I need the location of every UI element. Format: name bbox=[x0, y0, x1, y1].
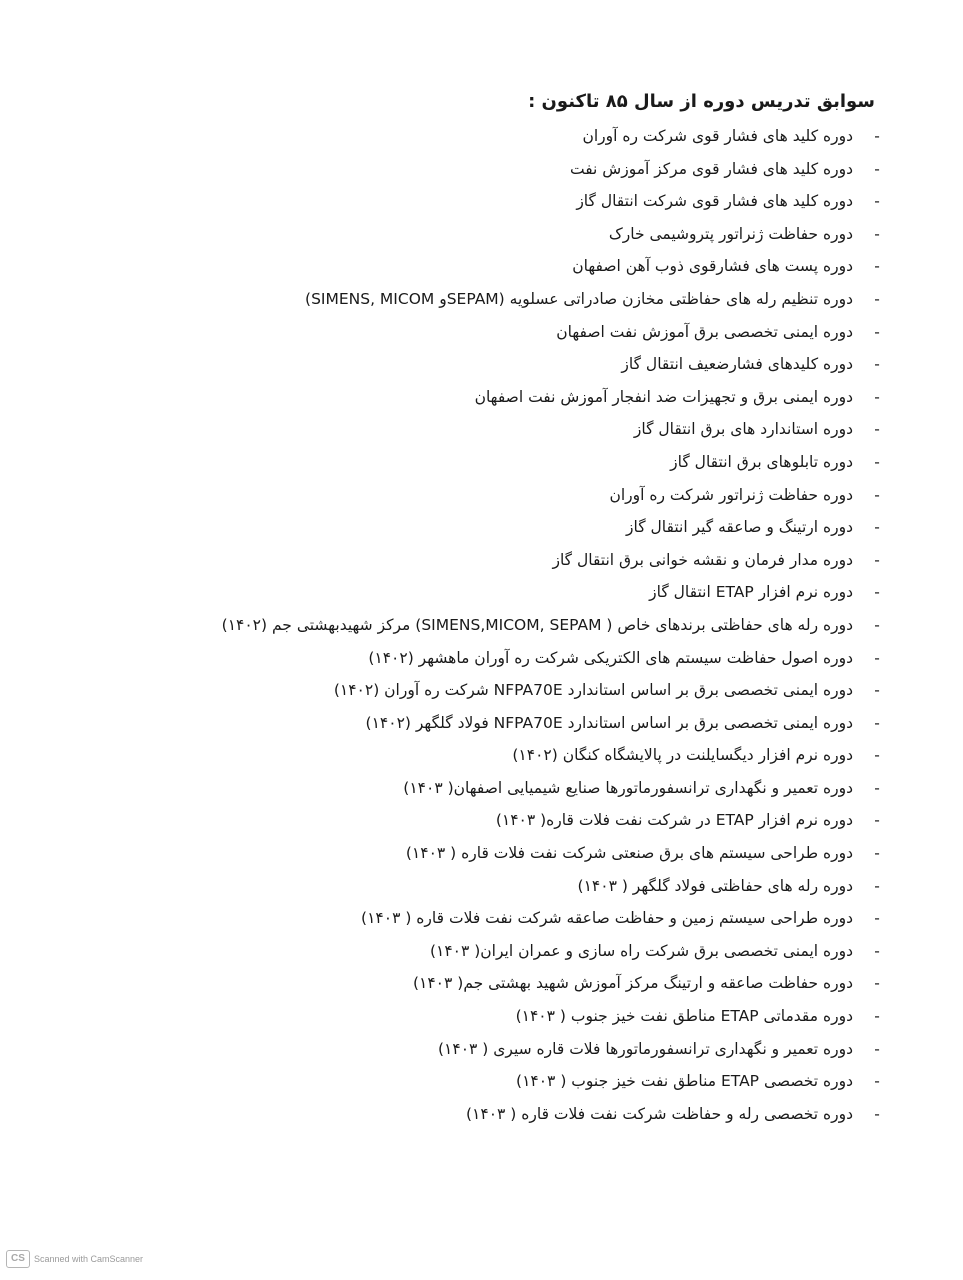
bullet-dash: - bbox=[874, 615, 880, 634]
course-text: دوره کلید های فشار قوی شرکت ره آوران bbox=[582, 127, 853, 145]
course-text: دوره تعمیر و نگهداری ترانسفورماتورها صنایع شیمیایی اصفهان( ۱۴۰۳) bbox=[403, 778, 853, 797]
course-text: دوره ارتینگ و صاعقه گیر انتقال گاز bbox=[626, 518, 853, 537]
course-item bbox=[222, 642, 880, 675]
course-item bbox=[222, 185, 880, 218]
course-item bbox=[222, 772, 880, 805]
course-text: دوره مقدماتی ETAP مناطق نفت خیز جنوب ( ۱۴۰۳) bbox=[515, 1007, 853, 1026]
bullet-dash: - bbox=[874, 127, 880, 145]
course-item bbox=[222, 576, 880, 609]
course-item bbox=[222, 479, 880, 512]
bullet-dash: - bbox=[874, 1007, 880, 1026]
course-text: دوره ایمنی تخصصی برق بر اساس استاندارد NFPA70E فولاد گلگهر (۱۴۰۲) bbox=[365, 713, 853, 732]
course-item bbox=[222, 902, 880, 935]
bullet-dash: - bbox=[874, 518, 880, 537]
course-item bbox=[222, 544, 880, 577]
course-text: دوره حفاظت صاعقه و ارتینگ مرکز آموزش شهید بهشتی جم( ۱۴۰۳) bbox=[412, 974, 853, 993]
course-item bbox=[222, 381, 880, 414]
course-text: دوره نرم افزار ETAP انتقال گاز bbox=[649, 583, 853, 602]
course-item bbox=[222, 1000, 880, 1033]
course-text: دوره تخصصی رله و حفاظت شرکت نفت فلات قاره ( ۱۴۰۳) bbox=[465, 1104, 853, 1123]
course-text: دوره تخصصی ETAP مناطق نفت خیز جنوب ( ۱۴۰۳) bbox=[516, 1072, 853, 1091]
course-text: دوره کلید های فشار قوی شرکت انتقال گاز bbox=[576, 192, 853, 211]
course-item bbox=[222, 837, 880, 870]
course-item bbox=[222, 316, 880, 349]
page-heading: سوابق تدریس دوره از سال ۸۵ تاکنون : bbox=[528, 91, 875, 112]
course-item bbox=[222, 153, 880, 186]
course-item bbox=[222, 1033, 880, 1066]
course-text: دوره نرم افزار دیگسایلنت در پالایشگاه کنگان (۱۴۰۲) bbox=[512, 746, 853, 765]
course-text: دوره تابلوهای برق انتقال گاز bbox=[670, 452, 853, 471]
course-item bbox=[222, 967, 880, 1000]
bullet-dash: - bbox=[874, 322, 880, 341]
course-text: دوره طراحی سیستم های برق صنعتی شرکت نفت فلات قاره ( ۱۴۰۳) bbox=[405, 844, 853, 863]
bullet-dash: - bbox=[874, 550, 880, 569]
course-item bbox=[222, 1098, 880, 1131]
course-item bbox=[222, 804, 880, 837]
bullet-dash: - bbox=[874, 746, 880, 765]
course-text: دوره نرم افزار ETAP در شرکت نفت فلات قاره( ۱۴۰۳) bbox=[495, 811, 853, 830]
course-text: دوره طراحی سیستم زمین و حفاظت صاعقه شرکت نفت فلات قاره ( ۱۴۰۳) bbox=[361, 909, 853, 928]
course-text: دوره رله های حفاظتی برندهای خاص ( SIMENS,MICOM, SEPAM) مرکز شهیدبهشتی جم (۱۴۰۲) bbox=[221, 615, 853, 634]
bullet-dash: - bbox=[874, 485, 880, 504]
bullet-dash: - bbox=[874, 1039, 880, 1058]
course-text: دوره اصول حفاظت سیستم های الکتریکی شرکت ره آوران ماهشهر (۱۴۰۲) bbox=[368, 648, 853, 667]
bullet-dash: - bbox=[874, 648, 880, 667]
bullet-dash: - bbox=[874, 778, 880, 797]
course-list bbox=[221, 120, 880, 1130]
course-item bbox=[222, 413, 880, 446]
course-text: دوره ایمنی تخصصی برق آموزش نفت اصفهان bbox=[556, 322, 853, 341]
course-item bbox=[222, 1065, 880, 1098]
course-text: دوره مدار فرمان و نقشه خوانی برق انتقال گاز bbox=[552, 550, 853, 569]
course-text: دوره حفاظت ژنراتور پتروشیمی خارک bbox=[608, 224, 853, 243]
bullet-dash: - bbox=[874, 192, 880, 211]
bullet-dash: - bbox=[874, 355, 880, 374]
bullet-dash: - bbox=[874, 876, 880, 895]
bullet-dash: - bbox=[874, 1104, 880, 1123]
bullet-dash: - bbox=[874, 1072, 880, 1091]
course-item bbox=[222, 446, 880, 479]
bullet-dash: - bbox=[874, 941, 880, 960]
bullet-dash: - bbox=[874, 844, 880, 863]
course-item bbox=[222, 250, 880, 283]
course-text: دوره حفاظت ژنراتور شرکت ره آوران bbox=[609, 485, 853, 504]
course-text: دوره کلید های فشار قوی مرکز آموزش نفت bbox=[569, 159, 853, 178]
course-item bbox=[222, 739, 880, 772]
bullet-dash: - bbox=[874, 387, 880, 406]
course-text: دوره تنظیم رله های حفاظتی مخازن صادراتی عسلویه (SEPAMو SIMENS, MICOM) bbox=[305, 289, 853, 308]
bullet-dash: - bbox=[874, 452, 880, 471]
bullet-dash: - bbox=[874, 420, 880, 439]
bullet-dash: - bbox=[874, 811, 880, 830]
course-text: دوره ایمنی تخصصی برق بر اساس استاندارد NFPA70E شرکت ره آوران (۱۴۰۲) bbox=[333, 681, 853, 700]
bullet-dash: - bbox=[874, 681, 880, 700]
course-text: دوره کلیدهای فشارضعیف انتقال گاز bbox=[621, 355, 853, 374]
bullet-dash: - bbox=[874, 583, 880, 602]
bullet-dash: - bbox=[874, 159, 880, 178]
watermark-text: Scanned with CamScanner bbox=[34, 1254, 144, 1264]
course-item bbox=[222, 674, 880, 707]
course-item bbox=[222, 283, 880, 316]
camscanner-logo-icon: CS bbox=[6, 1250, 30, 1268]
bullet-dash: - bbox=[874, 224, 880, 243]
course-item bbox=[222, 935, 880, 968]
course-text: دوره تعمیر و نگهداری ترانسفورماتورها فلات قاره سیری ( ۱۴۰۳) bbox=[437, 1039, 853, 1058]
bullet-dash: - bbox=[874, 974, 880, 993]
course-item bbox=[221, 609, 880, 642]
bullet-dash: - bbox=[874, 713, 880, 732]
course-item bbox=[222, 707, 880, 740]
course-text: دوره پست های فشارقوی ذوب آهن اصفهان bbox=[572, 257, 853, 276]
course-text: دوره رله های حفاظتی فولاد گلگهر ( ۱۴۰۳) bbox=[577, 876, 853, 895]
scanner-watermark bbox=[6, 1250, 143, 1268]
bullet-dash: - bbox=[874, 257, 880, 276]
course-text: دوره ایمنی برق و تجهیزات ضد انفجار آموزش نفت اصفهان bbox=[474, 387, 853, 406]
course-text: دوره ایمنی تخصصی برق شرکت راه سازی و عمران ایران( ۱۴۰۳) bbox=[429, 941, 853, 960]
course-item bbox=[222, 218, 880, 251]
course-item bbox=[222, 120, 880, 153]
course-item bbox=[222, 348, 880, 381]
bullet-dash: - bbox=[874, 909, 880, 928]
course-text: دوره استاندارد های برق انتقال گاز bbox=[633, 420, 853, 439]
course-item bbox=[222, 870, 880, 903]
course-item bbox=[222, 511, 880, 544]
bullet-dash: - bbox=[874, 289, 880, 308]
